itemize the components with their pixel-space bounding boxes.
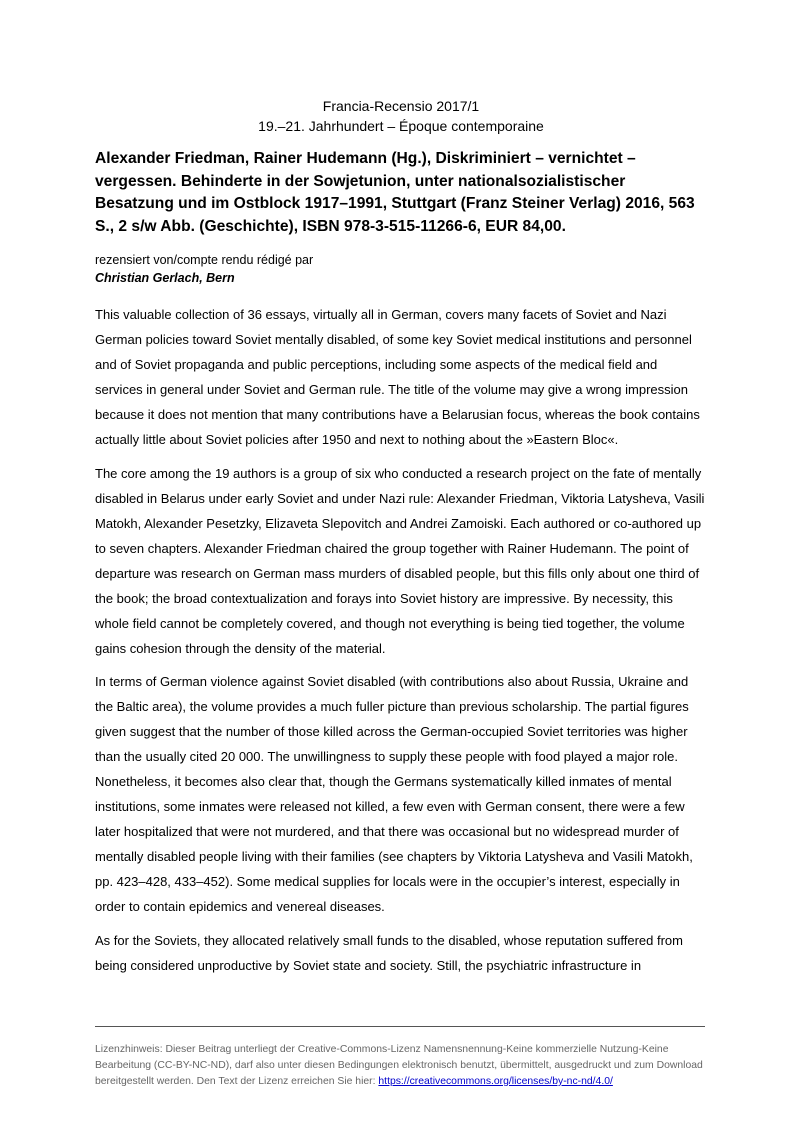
body-paragraph-1: This valuable collection of 36 essays, virtually all in German, covers many facets of Soviet and Nazi German policies toward Soviet mentally disabled, of some key Soviet medical institutions and personnel and of Soviet propaganda and public perceptions, including some aspects of the medical field and services in general under Soviet and German rule. The title of the volume may give a wrong impression because it does not mention that many contributions have a Belarusian focus, whereas the book contains actually little about Soviet policies after 1950 and next to nothing about the »Eastern Bloc«. bbox=[95, 307, 700, 447]
license-link[interactable]: https://creativecommons.org/licenses/by-nc-nd/4.0/ bbox=[378, 1076, 613, 1087]
period-line: 19.–21. Jahrhundert – Époque contemporaine bbox=[258, 118, 544, 134]
page-header bbox=[95, 96, 707, 136]
footer-divider bbox=[95, 1026, 705, 1027]
review-body bbox=[95, 302, 707, 986]
reviewer-block bbox=[95, 251, 313, 287]
review-title: Alexander Friedman, Rainer Hudemann (Hg.), Diskriminiert – vernichtet – vergessen. Behinderte in der Sowjetunion, unter nationalsozialistischer Besatzung und im Ostblock 1917–1991, Stuttgart (Franz Steiner Verlag) 2016, 563 S., 2 s/w Abb. (Geschichte), ISBN 978-3-515-11266-6, EUR 84,00. bbox=[95, 150, 695, 235]
journal-line: Francia-Recensio 2017/1 bbox=[322, 98, 480, 114]
license-text: Lizenzhinweis: Dieser Beitrag unterliegt der Creative-Commons-Lizenz Namensnennung-Keine kommerzielle Nutzung-Keine Bearbeitung (CC-BY-NC-ND), darf also unter diesen Bedingungen elektronisch benutzt, übermittelt, ausgedruckt und zum Download bereitgestellt werden. Den Text der Lizenz erreichen Sie hier: bbox=[95, 1044, 703, 1087]
body-paragraph-4: As for the Soviets, they allocated relatively small funds to the disabled, whose reputation suffered from being considered unproductive by Soviet state and society. Still, the psychiatric infrastructure in bbox=[95, 932, 683, 973]
license-footer bbox=[95, 1042, 707, 1090]
body-paragraph-3: In terms of German violence against Soviet disabled (with contributions also about Russia, Ukraine and the Baltic area), the volume provides a much fuller picture than previous scholarship. The partial figures given suggest that the number of those killed across the German-occupied Soviet territories was higher than the usually cited 20 000. The unwillingness to supply these people with food played a major role. Nonetheless, it becomes also clear that, though the Germans systematically killed inmates of mental institutions, some inmates were released not killed, a few even with German consent, there were a few later hospitalized that were not murdered, and that there was occasional but no widespread murder of mentally disabled people living with their families (see chapters by Viktoria Latysheva and Vasili Matokh, pp. 423–428, 433–452). Some medical supplies for locals were in the occupier’s interest, especially in order to contain epidemics and venereal diseases. bbox=[95, 674, 693, 914]
body-paragraph-2: The core among the 19 authors is a group of six who conducted a research project on the fate of mentally disabled in Belarus under early Soviet and under Nazi rule: Alexander Friedman, Viktoria Latysheva, Vasili Matokh, Alexander Pesetzky, Elizaveta Slepovitch and Andrei Zamoiski. Each authored or co-authored up to seven chapters. Alexander Friedman chaired the group together with Rainer Hudemann. The point of departure was research on German mass murders of disabled people, but this fills only about one third of the book; the broad contextualization and forays into Soviet history are impressive. By necessity, this whole field cannot be completely covered, and though not everything is being tied together, the volume gains cohesion through the density of the material. bbox=[95, 465, 705, 656]
reviewer-name: Christian Gerlach, Bern bbox=[95, 271, 235, 285]
reviewer-label: rezensiert von/compte rendu rédigé par bbox=[95, 253, 314, 267]
